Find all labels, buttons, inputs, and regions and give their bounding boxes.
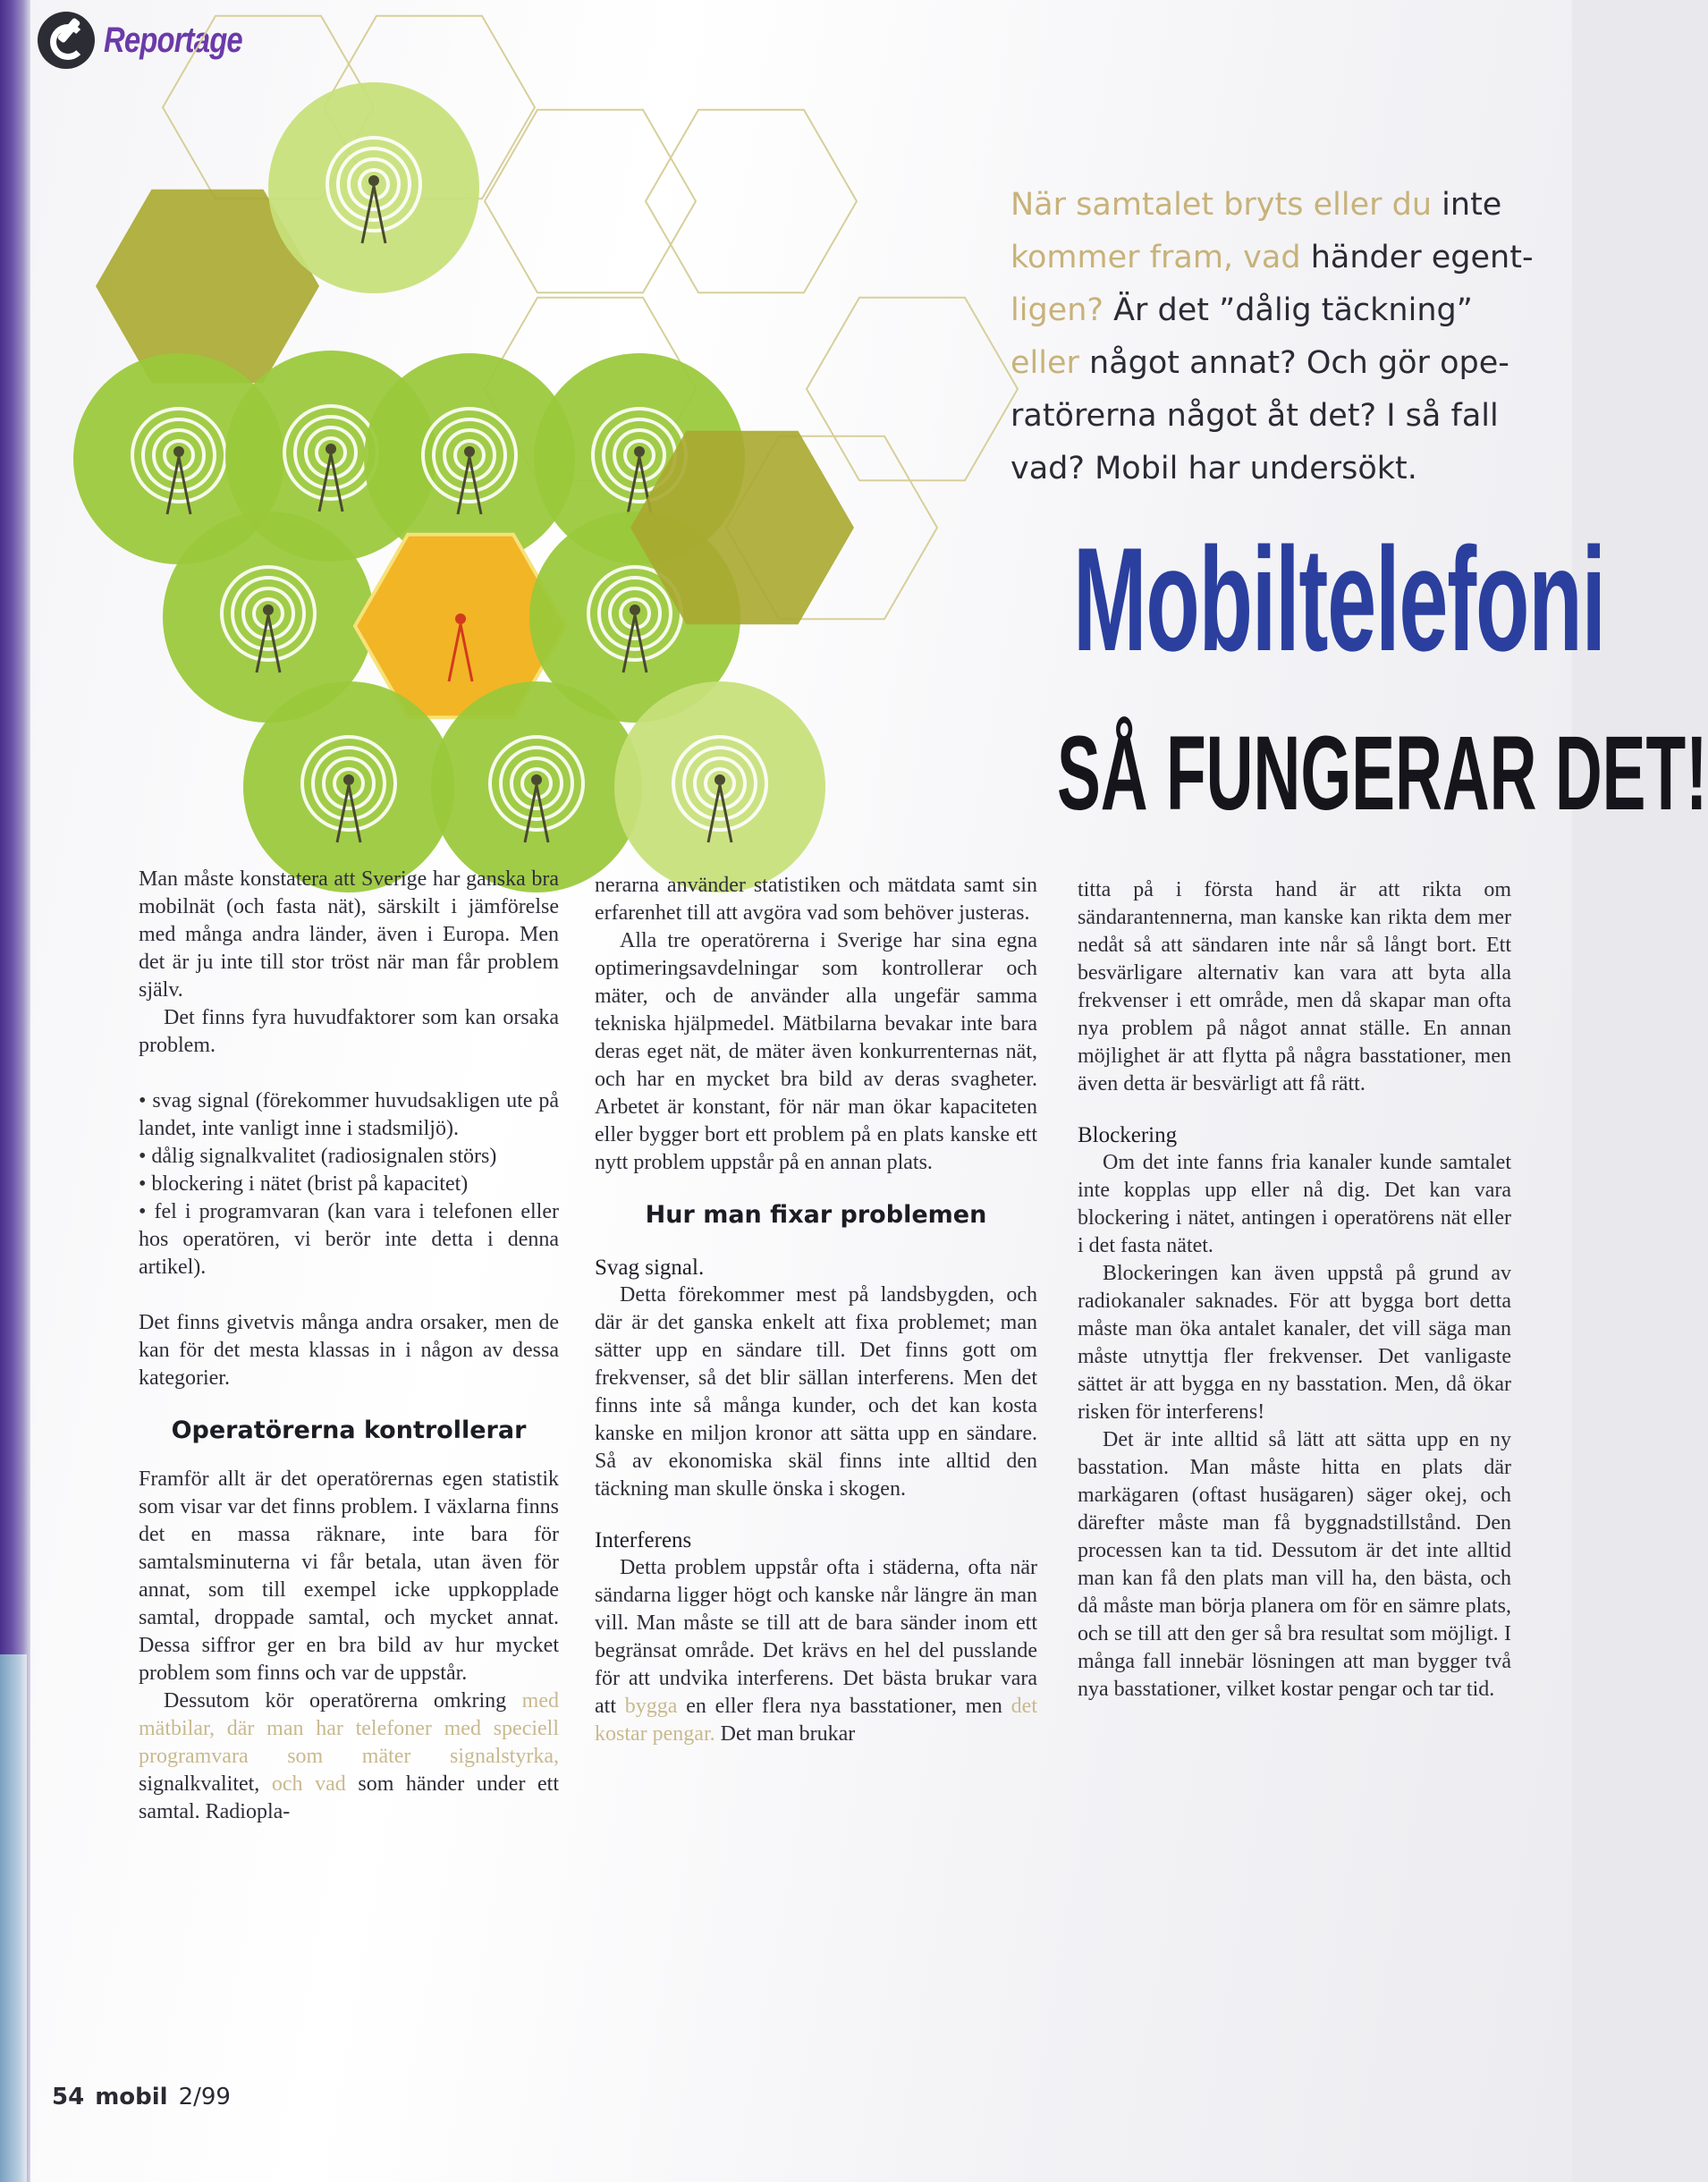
magazine-name: mobil bbox=[95, 2084, 168, 2110]
grid-hex-outline bbox=[485, 110, 696, 292]
intro-line: eller något annat? Och gör ope- bbox=[1010, 345, 1509, 381]
intro-line: ratörerna något åt det? I så fall bbox=[1010, 398, 1499, 434]
bullet-item: • blockering i nätet (brist på kapacitet) bbox=[139, 1172, 469, 1196]
paragraph: Blockeringen kan även uppstå på grund av radiokanaler saknades. För att bygga bort detta måste man öka antalet kanaler, det vill säga man måste utnyttja fler frekvenser. Det vanligaste sättet är att bygga en ny basstation. Men, då ökar risken för interferens! bbox=[1078, 1262, 1511, 1424]
article-column-1 bbox=[139, 866, 559, 1826]
bullet-item: • fel i programvaran (kan vara i telefonen eller hos operatören, vi berör inte detta i denna artikel). bbox=[139, 1200, 559, 1279]
section-tag-label: Reportage bbox=[104, 20, 242, 60]
page-footer bbox=[52, 2084, 231, 2119]
intro-line: vad? Mobil har undersökt. bbox=[1010, 451, 1417, 486]
radio-cell bbox=[268, 82, 479, 293]
page-number: 54 bbox=[52, 2084, 85, 2110]
radio-cell bbox=[243, 681, 454, 892]
grid-hex-outline bbox=[807, 298, 1018, 480]
bullet-item: • dålig signalkvalitet (radiosignalen störs) bbox=[139, 1145, 497, 1168]
paragraph: Framför allt är det operatörernas egen statistik som visar var det finns problem. I växlarna finns det en massa räknare, inte bara för samtalsminuterna vi får betala, utan även för annat, som till exempel icke uppkopplade samtal, droppade samtal, och mycket annat. Dessa siffror ger en bra bild av hur mycket problem som finns och var de uppstår. bbox=[139, 1467, 559, 1685]
run-in-heading: Blockering bbox=[1078, 1123, 1178, 1147]
run-in-heading: Svag signal. bbox=[595, 1256, 705, 1280]
paragraph: titta på i första hand är att rikta om sändarantennerna, man kanske kan rikta dem mer nedåt så att sändaren inte når så långt bort. Ett besvärligare alternativ kan vara att byta alla frekvenser i ett område, men då skapar man ofta nya problem på något annat ställe. En annan möjlighet är att flytta på några basstationer, men även detta är besvärligt att få rätt. bbox=[1078, 878, 1511, 1095]
article-column-2 bbox=[595, 872, 1037, 1748]
bullet-item: • svag signal (förekommer huvudsakligen ute på landet, inte vanligt inne i stadsmiljö). bbox=[139, 1089, 559, 1140]
cell-network-illustration bbox=[54, 27, 948, 876]
subheading: Hur man fixar problemen bbox=[645, 1201, 987, 1229]
paragraph: Om det inte fanns fria kanaler kunde samtalet inte kopplas upp eller nå dig. Det kan vara blockering i nätet, antingen i operatörens nät eller i det fasta nätet. bbox=[1078, 1151, 1511, 1257]
intro-text bbox=[1010, 179, 1547, 495]
article-column-3 bbox=[1078, 876, 1511, 1704]
paragraph: Det finns fyra huvudfaktorer som kan orsaka problem. bbox=[139, 1006, 559, 1057]
paragraph: Detta problem uppstår ofta i städerna, ofta när sändarna ligger högt och kanske når längre än man vill. Man måste se till att de bara sänder inom ett begränsat område. Det krävs en hel del pusslande för att undvika interferens. Det bästa brukar vara att bygga en eller flera nya basstationer, men det kostar pengar. Det man brukar bbox=[595, 1556, 1037, 1746]
headline: Mobiltelefoni bbox=[1073, 517, 1605, 681]
radio-cell bbox=[431, 681, 642, 892]
issue-number: 2/99 bbox=[178, 2084, 231, 2110]
paragraph: Det finns givetvis många andra orsaker, men de kan för det mesta klassas in i någon av dessa kategorier. bbox=[139, 1311, 559, 1390]
page-edge-strip-lower bbox=[0, 1654, 27, 2182]
subheadline: SÅ FUNGERAR DET! bbox=[1057, 715, 1708, 833]
intro-line: När samtalet bryts eller du inte bbox=[1010, 187, 1502, 223]
paragraph: Det är inte alltid så lätt att sätta upp en ny basstation. Man måste hitta en plats där markägaren (oftast husägaren) säger okej, och därefter måste man få byggnadstillstånd. Den processen kan ta tid. Dessutom är det inte alltid man kan få den plats man vill ha, den bästa, och då måste man börja planera om för en sämre plats, och se till att den ger så bra resultat som möjligt. I många fall innebär lösningen att man bygger två nya basstationer, vilket kostar pengar och tar tid. bbox=[1078, 1428, 1511, 1701]
intro-line: kommer fram, vad händer egent- bbox=[1010, 240, 1534, 275]
run-in-heading: Interferens bbox=[595, 1528, 692, 1552]
paragraph: Man måste konstatera att Sverige har ganska bra mobilnät (och fasta nät), särskilt i jämförelse med många andra länder, även i Europa. Men det är ju inte till stor tröst när man får problem själv. bbox=[139, 867, 559, 1002]
paragraph: nerarna använder statistiken och mätdata samt sin erfarenhet till att avgöra vad som behöver justeras. bbox=[595, 874, 1037, 925]
radio-cell bbox=[614, 681, 825, 892]
paragraph: Detta förekommer mest på landsbygden, och där är det ganska enkelt att fixa problemet; man sätter upp en sändare till. Det finns gott om frekvenser, så det blir sällan interferens. Men det finns inte så många kunder, och det kan kosta kanske en miljon kronor att sätta upp en sändare. Så av ekonomiska skäl finns inte alltid den täckning man skulle önska i skogen. bbox=[595, 1283, 1037, 1501]
paragraph: Dessutom kör operatörerna omkring med mätbilar, där man har telefoner med speciell programvara som mäter signalstyrka, signalkvalitet, och vad som händer under ett samtal. Radiopla- bbox=[139, 1689, 560, 1823]
intro-line: ligen? Är det ”dålig täckning” bbox=[1010, 292, 1473, 328]
grid-hex-outline bbox=[646, 110, 857, 292]
paragraph: Alla tre operatörerna i Sverige har sina egna optimeringsavdelningar som kontrollerar och mäter, och de använder alla ungefär samma tekniska hjälpmedel. Mätbilarna bevakar inte bara deras eget nät, de mäter även konkurrenternas nät, och har en mycket bra bild av deras svagheter. Arbetet är konstant, för när man ökar kapaciteten eller bygger bort ett problem på en plats kanske ett nytt problem uppstår på en annan plats. bbox=[595, 929, 1037, 1174]
subheading: Operatörerna kontrollerar bbox=[171, 1417, 527, 1444]
